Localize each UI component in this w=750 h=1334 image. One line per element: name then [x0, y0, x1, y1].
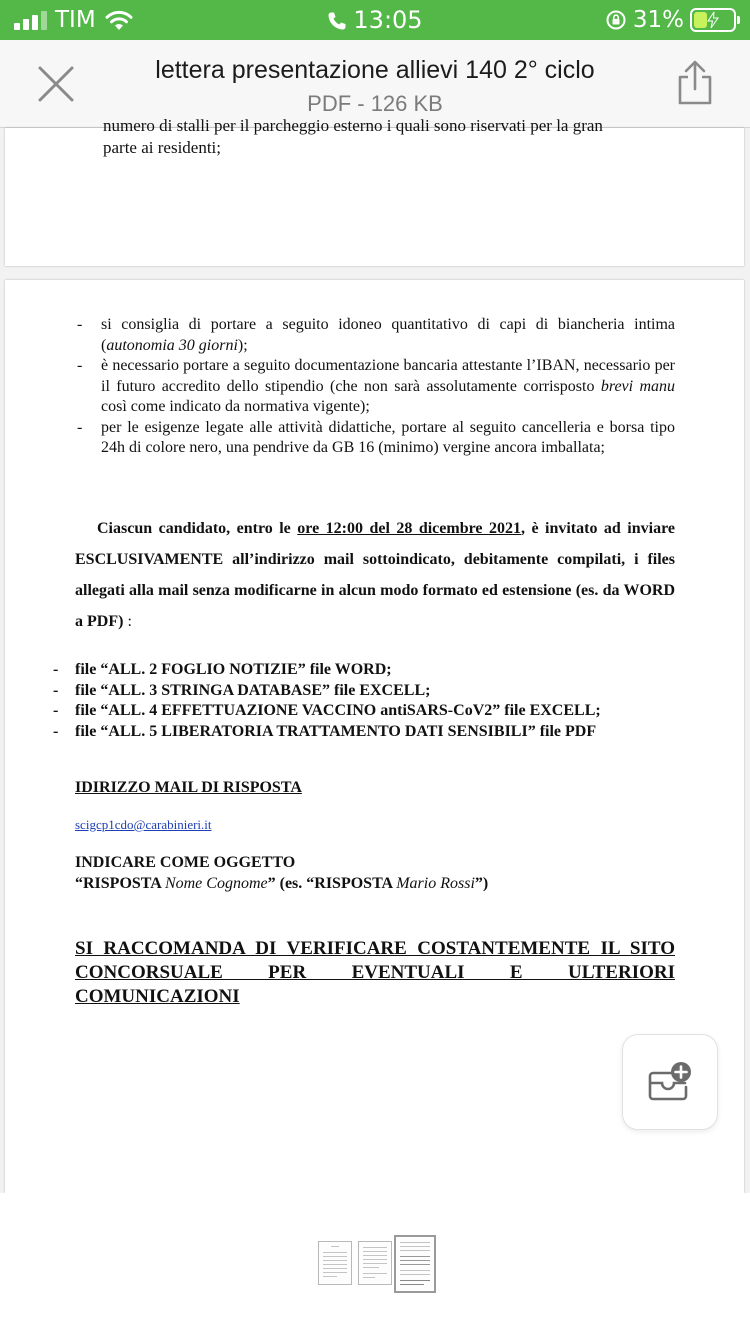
page-thumbnails — [0, 1193, 750, 1334]
carrier-name: TIM — [55, 7, 96, 33]
status-bar — [0, 0, 750, 40]
share-icon[interactable] — [674, 60, 716, 106]
attachment-list — [53, 660, 683, 742]
battery-icon — [690, 8, 736, 32]
viewer-header — [0, 40, 750, 128]
add-to-mail-button[interactable] — [622, 1034, 718, 1130]
document-info: PDF - 126 KB — [307, 91, 443, 116]
mail-add-icon — [647, 1061, 693, 1103]
list-item: - file “ALL. 3 STRINGA DATABASE” file EXCELL; — [53, 681, 431, 699]
thumbnail-page-2[interactable] — [358, 1241, 392, 1285]
text-line: parte ai residenti; — [103, 138, 222, 157]
close-icon[interactable] — [34, 62, 78, 106]
battery-percent: 31% — [632, 7, 684, 33]
deadline-date: ore 12:00 del 28 dicembre 2021 — [297, 520, 521, 537]
list-item: - si consiglia di portare a seguito idoneo quantitativo di capi di biancheria intima (autonomia 30 giorni); — [77, 316, 675, 354]
list-item: - per le esigenze legate alle attività didattiche, portare al seguito cancelleria e borsa tipo 24h di colore nero, una pendrive da GB 16 (minimo) vergine ancora imballata; — [77, 418, 675, 456]
instruction-list — [75, 315, 675, 459]
document-title: lettera presentazione allievi 140 2° ciclo — [155, 56, 595, 84]
list-item: - file “ALL. 5 LIBERATORIA TRATTAMENTO DATI SENSIBILI” file PDF — [53, 722, 597, 740]
pdf-page-2[interactable] — [5, 116, 744, 266]
final-notice: SI RACCOMANDA DI VERIFICARE COSTANTEMENTE IL SITO CONCORSUALE PER EVENTUALI E ULTERIORI COMUNICAZIONI — [75, 938, 675, 1007]
list-item: - file “ALL. 4 EFFETTUAZIONE VACCINO antiSARS-CoV2” file EXCELL; — [53, 702, 601, 719]
phone-icon — [327, 11, 347, 31]
list-item: - è necessario portare a seguito documentazione bancaria attestante l’IBAN, necessario per il futuro accredito dello stipendio (che non sarà assolutamente corrisposto brevi manu così come indicato da normativa vigente); — [77, 357, 675, 415]
clock: 13:05 — [353, 6, 423, 34]
deadline-paragraph: Ciascun candidato, entro le ore 12:00 del 28 dicembre 2021, è invitato ad inviare ESCLUSIVAMENTE all’indirizzo mail sottoindicato, debitamente compilati, i files allegati alla mail senza modificarne in alcun modo formato ed estensione (es. da WORD a PDF) : — [75, 520, 676, 630]
thumbnail-page-1[interactable] — [318, 1241, 352, 1285]
thumbnail-page-3[interactable] — [394, 1235, 436, 1293]
object-heading: INDICARE COME OGGETTO — [75, 854, 296, 871]
mail-heading: IDIRIZZO MAIL DI RISPOSTA — [75, 779, 302, 796]
list-item: - file “ALL. 2 FOGLIO NOTIZIE” file WORD; — [53, 661, 392, 678]
clipped-text-line: numero di stalli per il parcheggio esterno i quali sono riservati per la gran — [103, 116, 603, 135]
object-example: “RISPOSTA Nome Cognome” (es. “RISPOSTA Mario Rossi”) — [75, 875, 489, 892]
orientation-lock-icon — [605, 9, 627, 31]
mail-link[interactable]: scigcp1cdo@carabinieri.it — [75, 817, 212, 832]
